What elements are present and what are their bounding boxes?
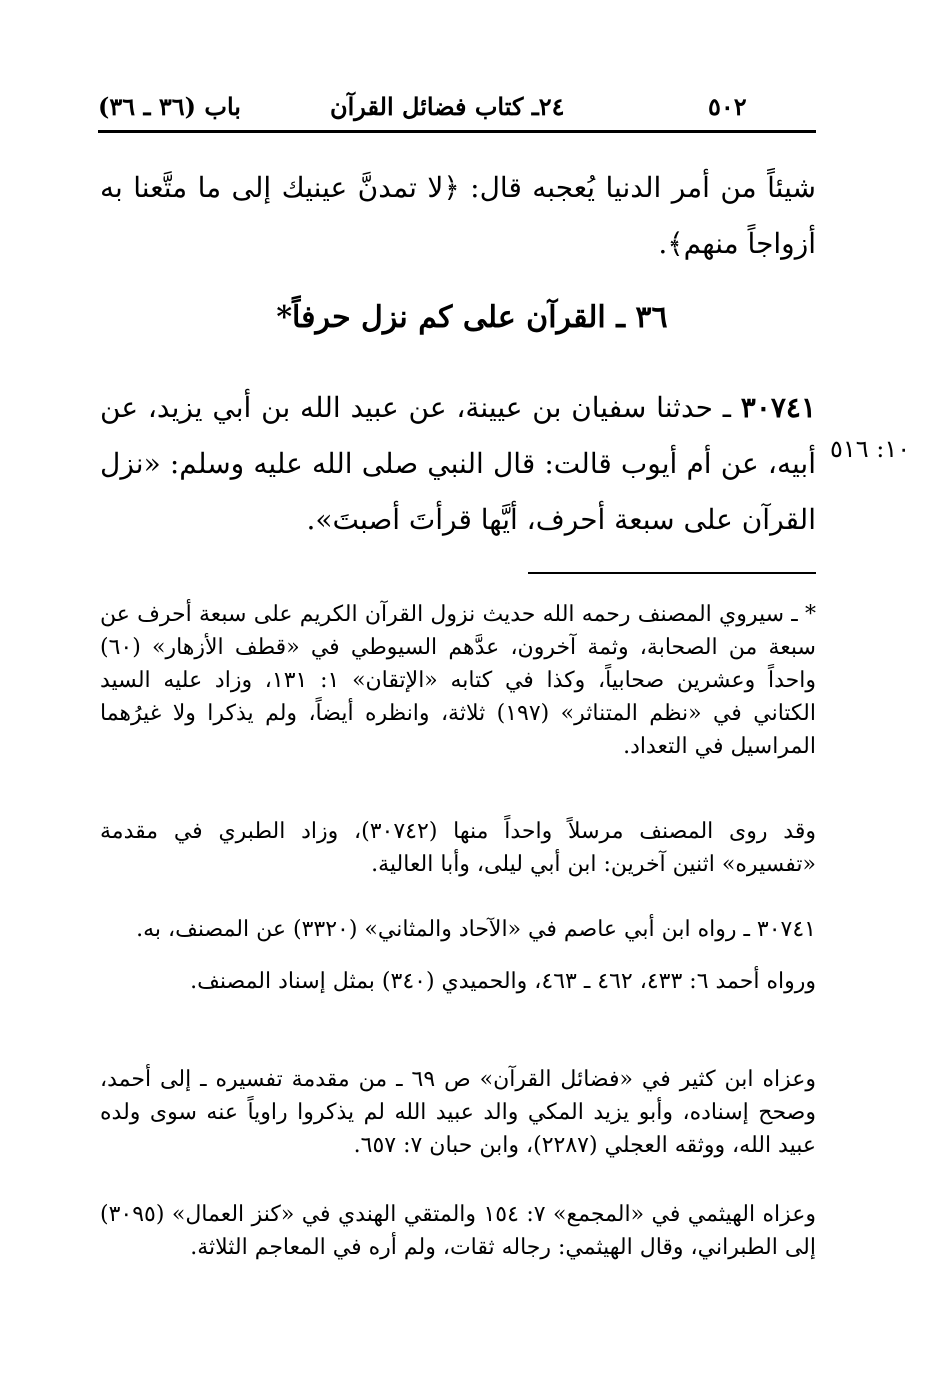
section-title: ٣٦ ـ القرآن على كم نزل حرفاً* — [276, 300, 668, 335]
footnote-3: ٣٠٧٤١ ـ رواه ابن أبي عاصم في «الآحاد والمثاني» (٣٣٢٠) عن المصنف، به. — [136, 917, 816, 942]
hadith-body: ـ حدثنا سفيان بن عيينة، عن عبيد الله بن أبي يزيد، عن أبيه، عن أم أيوب قالت: قال النبي صلى الله عليه وسلم: «نزل القرآن على سبعة أحرف، أيَّها قرأتَ أصبتَ». — [100, 391, 816, 536]
footnote-6: وعزاه الهيثمي في «المجمع» ٧: ١٥٤ والمتقي الهندي في «كنز العمال» (٣٠٩٥) إلى الطبراني، وقال الهيثمي: رجاله ثقات، ولم أره في المعاجم الثلاثة. — [100, 1202, 817, 1260]
hadith-number: ٣٠٧٤١ — [740, 391, 816, 424]
intro-paragraph: شيئاً من أمر الدنيا يُعجبه قال: ﴿لا تمدنَّ عينيك إلى ما متَّعنا به أزواجاً منهم﴾. — [100, 171, 816, 260]
footnote-1: * ـ سيروي المصنف رحمه الله حديث نزول القرآن الكريم على سبعة أحرف عن سبعة من الصحابة، وثمة آخرون، عدَّهم السيوطي في «قطف الأزهار» (٦٠) واحداً وعشرين صحابياً، وكذا في كتابه «الإتقان» ١: ١٣١، وزاد عليه السيد الكتاني في «نظم المتناثر» (١٩٧) ثلاثة، وانظره أيضاً، ولم يذكرا ولا غيرُهما المراسيل في التعداد. — [100, 602, 816, 759]
footnote-rule — [528, 572, 816, 574]
footnote-4: ورواه أحمد ٦: ٤٣٣، ٤٦٢ ـ ٤٦٣، والحميدي (٣٤٠) بمثل إسناد المصنف. — [190, 969, 816, 994]
header-rule — [98, 130, 816, 133]
footnote-5: وعزاه ابن كثير في «فضائل القرآن» ص ٦٩ ـ من مقدمة تفسيره ـ إلى أحمد، وصحح إسناده، وأبو يزيد المكي والد عبيد الله لم يذكروا راوياً عنه سوى ولده عبيد الله، ووثقه العجلي (٢٢٨٧)، وابن حبان ٧: ٦٥٧. — [100, 1067, 816, 1158]
running-head-book-title: ٢٤ـ كتاب فضائل القرآن — [330, 92, 565, 121]
page-number: ٥٠٢ — [708, 92, 747, 121]
margin-reference: ١٠: ٥١٦ — [830, 435, 911, 463]
running-head-chapter: باب (٣٦ ـ ٣٦) — [98, 92, 241, 121]
footnote-2: وقد روى المصنف مرسلاً واحداً منها (٣٠٧٤٢)، وزاد الطبري في مقدمة «تفسيره» اثنين آخرين: ابن أبي ليلى، وأبا العالية. — [100, 819, 816, 877]
hadith-paragraph — [100, 380, 816, 548]
